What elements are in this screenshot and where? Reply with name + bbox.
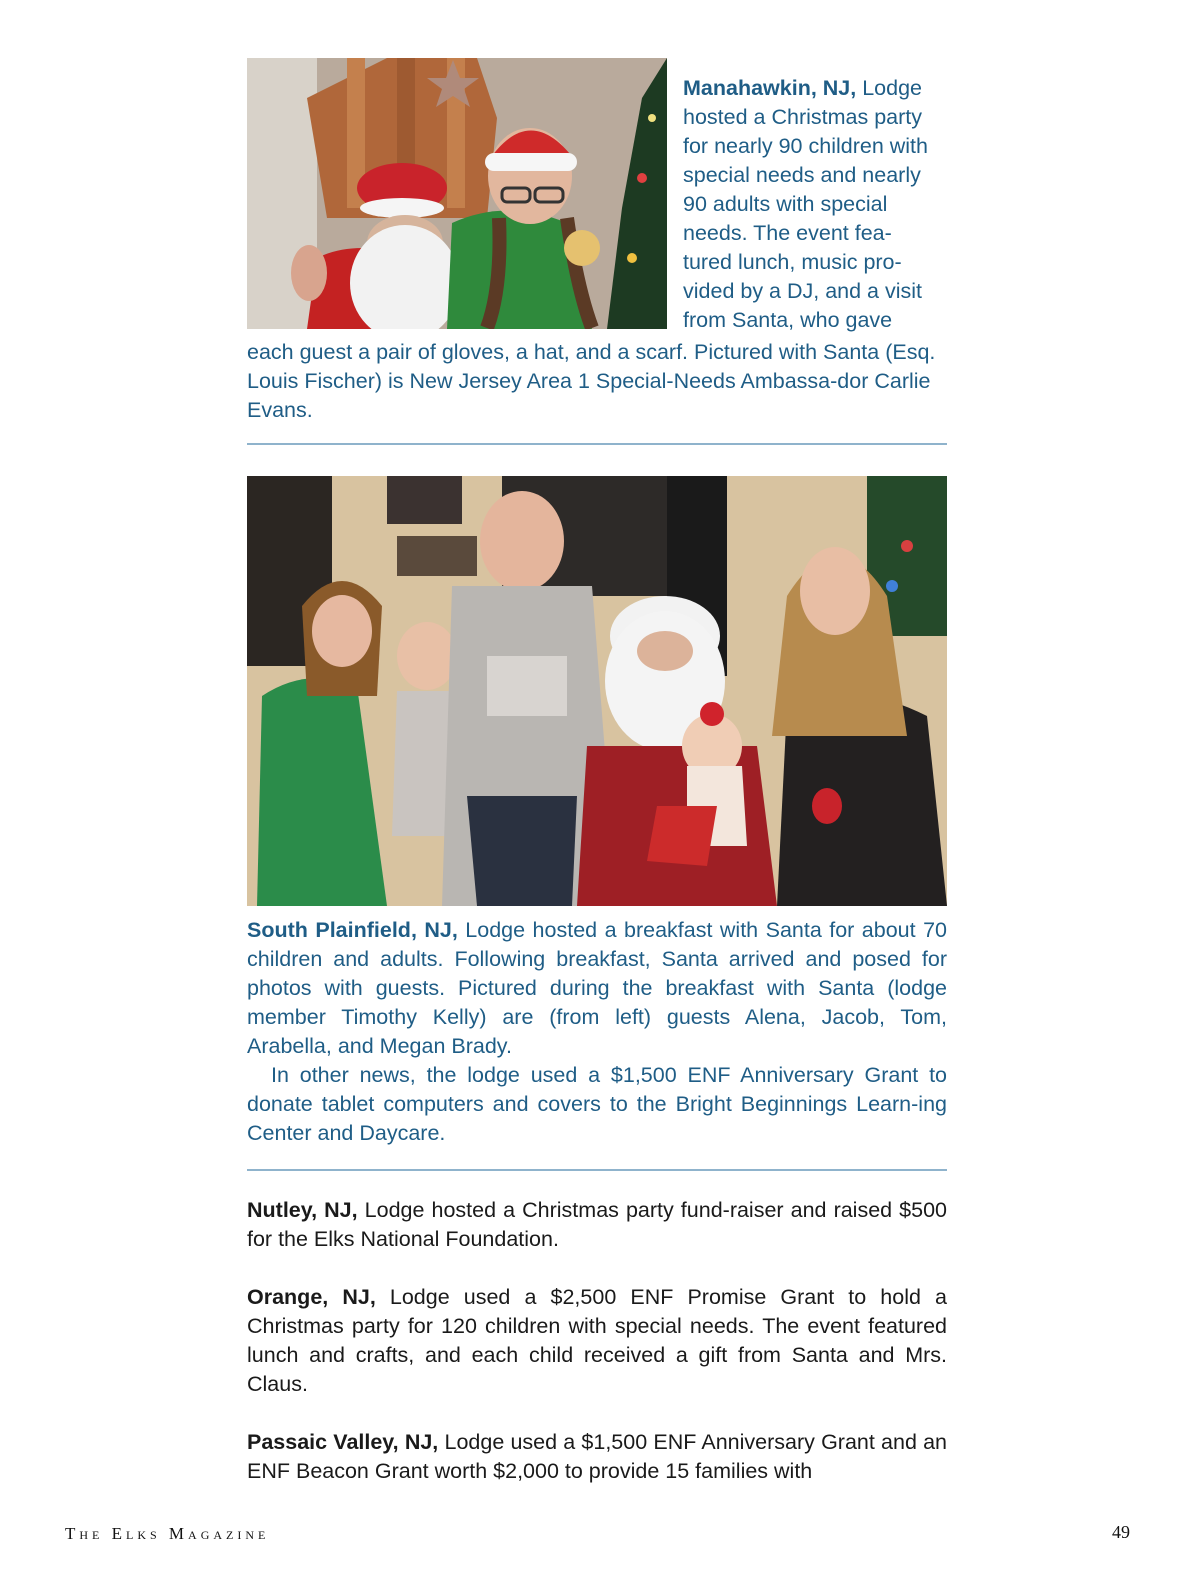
photo-santa-and-ambassador-image — [247, 58, 667, 329]
side-line: for nearly 90 children with — [683, 134, 928, 158]
article-text: Lodge used a $2,500 ENF Promise Grant to hold a Christmas party for 120 children with special needs. The event featured lunch and crafts, and each child received a gift from Santa and Mrs. Claus. — [247, 1285, 947, 1396]
article-south-plainfield-body — [247, 916, 947, 1061]
photo-breakfast-with-santa — [247, 476, 947, 906]
article-lead: Nutley, NJ, — [247, 1198, 358, 1222]
article-text: Lodge hosted a Christmas party fund-raiser and raised $500 for the Elks National Foundation. — [247, 1198, 948, 1251]
article-manahawkin-side-text — [683, 74, 947, 335]
side-line: needs. The event fea- — [683, 221, 892, 245]
article-passaic-valley-body — [247, 1428, 947, 1486]
article-lead: Manahawkin, NJ, — [683, 76, 857, 100]
photo-breakfast-with-santa-image — [247, 476, 947, 906]
article-lead: South Plainfield, NJ, — [247, 918, 458, 942]
side-line — [683, 74, 947, 103]
article-orange — [247, 1283, 947, 1399]
article-nutley-body — [247, 1196, 947, 1254]
article-south-plainfield-para2: In other news, the lodge used a $1,500 ENF Anniversary Grant to donate tablet computers and covers to the Bright Beginnings Learn-ing Center and Daycare. — [247, 1063, 947, 1145]
photo-santa-and-ambassador — [247, 58, 667, 329]
magazine-name — [65, 1524, 269, 1544]
article-south-plainfield — [247, 916, 947, 1148]
article-nutley — [247, 1196, 947, 1254]
article-orange-body — [247, 1283, 947, 1399]
side-line: tured lunch, music pro- — [683, 250, 902, 274]
article-text: Lodge used a $1,500 ENF Anniversary Grant and an ENF Beacon Grant worth $2,000 to provide 15 families with — [247, 1430, 947, 1483]
section-divider — [247, 443, 947, 445]
side-line: special needs and nearly — [683, 163, 921, 187]
article-text: Lodge hosted a breakfast with Santa for about 70 children and adults. Following breakfast, Santa arrived and posed for photos with guests. Pictured during the breakfast with Santa (lodge member Timothy Kelly) are (from left) guests Alena, Jacob, Tom, Arabella, and Megan Brady. — [247, 918, 947, 1058]
article-manahawkin-body: each guest a pair of gloves, a hat, and a scarf. Pictured with Santa (Esq. Louis Fischer) is New Jersey Area 1 Special-Needs Ambassa-dor Carlie Evans. — [247, 340, 936, 422]
article-lead: Orange, NJ, — [247, 1285, 376, 1309]
side-line: from Santa, who gave — [683, 308, 893, 332]
section-divider — [247, 1169, 947, 1171]
article-lead: Passaic Valley, NJ, — [247, 1430, 439, 1454]
side-line: vided by a DJ, and a visit — [683, 279, 923, 303]
article-passaic-valley — [247, 1428, 947, 1486]
side-line: 90 adults with special — [683, 192, 888, 216]
side-line-text: Lodge — [856, 76, 923, 100]
article-manahawkin — [247, 58, 947, 428]
side-line: hosted a Christmas party — [683, 105, 922, 129]
magazine-name-text: The Elks Magazine — [65, 1524, 270, 1543]
page-number: 49 — [1112, 1522, 1130, 1542]
